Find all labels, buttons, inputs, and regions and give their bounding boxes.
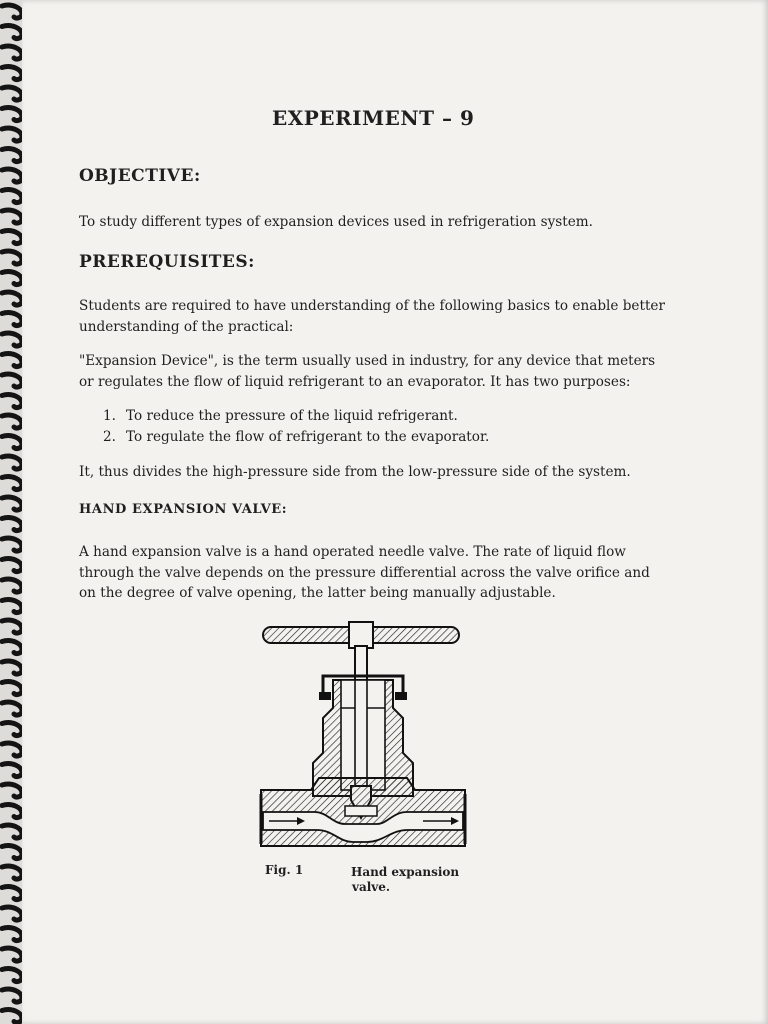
valve-body <box>261 778 465 846</box>
list-number: 2. <box>103 429 116 445</box>
list-number: 1. <box>103 408 116 424</box>
list-text: To regulate the flow of refrigerant to the evaporator. <box>126 429 490 445</box>
list-item <box>103 427 489 448</box>
purposes-list <box>103 406 489 448</box>
figure-caption-line2: valve. <box>352 880 391 894</box>
hand-expansion-valve-diagram <box>253 618 473 864</box>
expansion-device-definition: "Expansion Device", is the term usually used in industry, for any device that meters or regulates the flow of liquid refrigerant to an evaporator. It has two purposes: <box>79 353 656 390</box>
figure-caption <box>351 865 481 895</box>
objective-heading: OBJECTIVE: <box>79 166 201 186</box>
prerequisites-intro: Students are required to have understanding of the following basics to enable better understanding of the practical: <box>79 298 665 335</box>
summary-text: It, thus divides the high-pressure side from the low-pressure side of the system. <box>79 464 631 480</box>
prerequisites-heading: PREREQUISITES: <box>79 252 255 272</box>
handwheel <box>263 622 459 648</box>
figure-caption-line1: Hand expansion <box>351 865 460 879</box>
experiment-title: EXPERIMENT – 9 <box>272 106 475 130</box>
list-text: To reduce the pressure of the liquid refrigerant. <box>126 408 458 424</box>
list-item <box>103 406 489 427</box>
hand-expansion-valve-text: A hand expansion valve is a hand operated needle valve. The rate of liquid flow through the valve depends on the pressure differential across the valve orifice and on the degree of valve opening, the latter being manually adjustable. <box>79 544 650 601</box>
objective-text: To study different types of expansion devices used in refrigeration system. <box>79 214 593 230</box>
figure-label: Fig. 1 <box>265 863 304 877</box>
hand-expansion-valve-heading: HAND EXPANSION VALVE: <box>79 502 288 517</box>
